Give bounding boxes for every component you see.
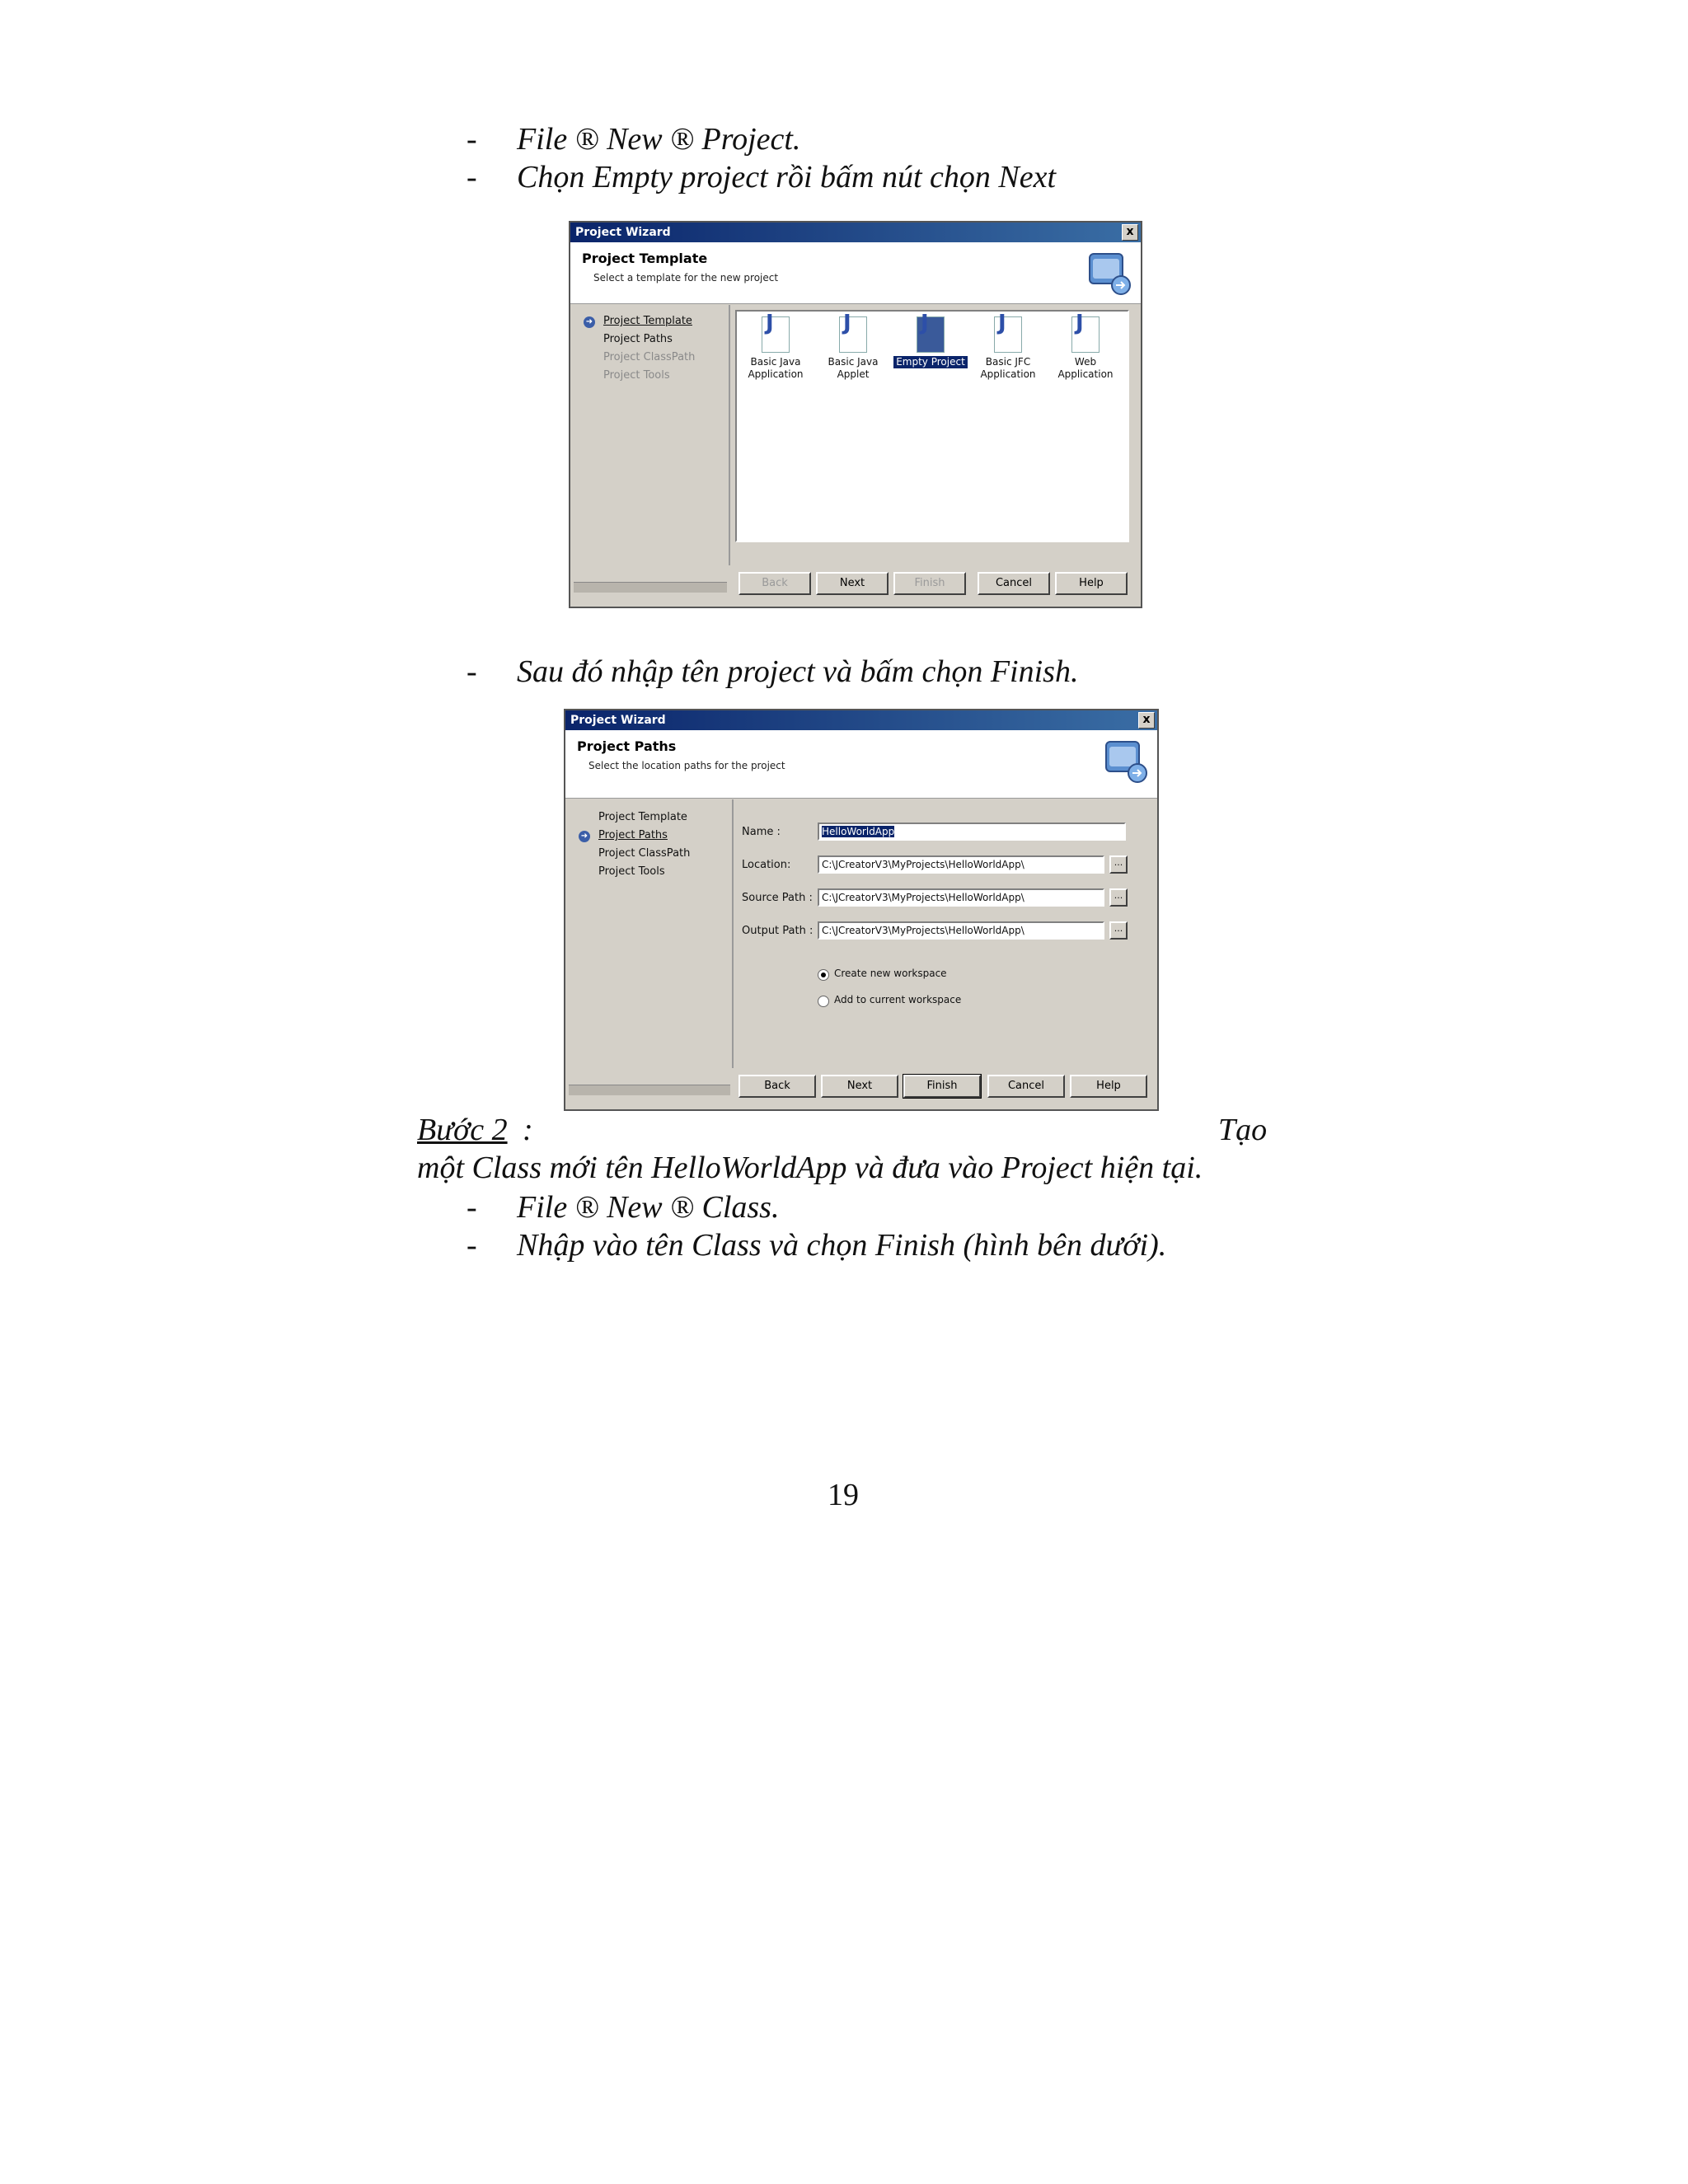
location-label: Location: xyxy=(742,859,791,871)
finish-button[interactable]: Finish xyxy=(903,1075,981,1098)
step-enter-class-name: Nhập vào tên Class và chọn Finish (hình bên dưới). xyxy=(517,1228,1167,1263)
step-file-new-project: File ® New ® Project. xyxy=(517,122,801,157)
template-basic-java-applet[interactable]: J Basic Java Applet xyxy=(828,311,879,380)
template-empty-project[interactable]: J Empty Project xyxy=(893,316,968,368)
bullet-dash: - xyxy=(467,122,477,157)
step-project-tools: Project Tools xyxy=(603,369,670,382)
step-enter-name-finish: Sau đó nhập tên project và bấm chọn Finish. xyxy=(517,654,1079,689)
dialog-title: Project Wizard xyxy=(570,714,666,727)
current-step-arrow-icon: ➜ xyxy=(579,831,590,842)
wizard-icon xyxy=(1085,249,1132,297)
next-button[interactable]: Next xyxy=(821,1075,898,1098)
step-project-tools[interactable]: Project Tools xyxy=(598,865,665,878)
source-browse-button[interactable]: ... xyxy=(1109,888,1128,907)
help-button[interactable]: Help xyxy=(1055,572,1128,595)
name-field[interactable]: HelloWorldApp xyxy=(818,823,1126,841)
name-label: Name : xyxy=(742,826,781,838)
close-button[interactable]: x xyxy=(1122,224,1138,241)
java-file-icon: J xyxy=(1071,316,1100,353)
page-number: 19 xyxy=(828,1478,859,1512)
cancel-button[interactable]: Cancel xyxy=(978,572,1050,595)
create-workspace-radio[interactable] xyxy=(818,969,829,981)
step-project-template[interactable]: Project Template xyxy=(603,315,692,327)
source-path-field[interactable]: C:\JCreatorV3\MyProjects\HelloWorldApp\ xyxy=(818,888,1104,907)
step-project-classpath[interactable]: Project ClassPath xyxy=(598,847,691,860)
location-browse-button[interactable]: ... xyxy=(1109,855,1128,874)
step-project-classpath: Project ClassPath xyxy=(603,351,696,363)
current-step-arrow-icon: ➜ xyxy=(584,316,595,328)
back-button[interactable]: Back xyxy=(738,572,811,595)
template-list[interactable] xyxy=(735,310,1129,542)
wizard-icon xyxy=(1101,737,1149,785)
bullet-dash: - xyxy=(467,654,477,689)
java-file-icon: J xyxy=(994,316,1022,353)
cancel-button[interactable]: Cancel xyxy=(987,1075,1065,1098)
step-project-template[interactable]: Project Template xyxy=(598,811,687,823)
finish-button[interactable]: Finish xyxy=(893,572,966,595)
dialog-title: Project Wizard xyxy=(575,226,671,239)
wizard-header xyxy=(570,242,1141,304)
back-button[interactable]: Back xyxy=(738,1075,816,1098)
header-title: Project Template xyxy=(582,251,708,266)
source-path-label: Source Path : xyxy=(742,892,813,904)
add-workspace-radio[interactable] xyxy=(818,996,829,1007)
header-title: Project Paths xyxy=(577,738,677,754)
output-browse-button[interactable]: ... xyxy=(1109,921,1128,940)
step2-description: một Class mới tên HelloWorldApp và đưa vào Project hiện tại. xyxy=(417,1151,1203,1185)
create-workspace-label: Create new workspace xyxy=(834,968,947,979)
step-project-paths[interactable]: Project Paths xyxy=(598,829,668,841)
add-workspace-label: Add to current workspace xyxy=(834,994,962,1005)
dialog-titlebar xyxy=(570,223,1141,242)
output-path-label: Output Path : xyxy=(742,925,814,937)
bullet-dash: - xyxy=(467,1228,477,1263)
step-file-new-class: File ® New ® Class. xyxy=(517,1190,780,1225)
step-project-paths[interactable]: Project Paths xyxy=(603,333,673,345)
output-path-field[interactable]: C:\JCreatorV3\MyProjects\HelloWorldApp\ xyxy=(818,921,1104,940)
bullet-dash: - xyxy=(467,1190,477,1225)
template-basic-java-application[interactable]: J Basic Java Application xyxy=(748,311,804,380)
step2-colon: : xyxy=(523,1113,533,1147)
wizard-steps-pane xyxy=(569,799,734,1068)
location-field[interactable]: C:\JCreatorV3\MyProjects\HelloWorldApp\ xyxy=(818,855,1104,874)
next-button[interactable]: Next xyxy=(816,572,889,595)
project-wizard-paths-dialog xyxy=(564,709,1159,1111)
wizard-steps-pane xyxy=(574,305,730,565)
java-file-icon: J xyxy=(839,316,867,353)
wizard-header xyxy=(565,730,1157,799)
header-subtitle: Select the location paths for the project xyxy=(588,760,785,771)
template-web-application[interactable]: J Web Application xyxy=(1057,311,1114,380)
close-button[interactable]: x xyxy=(1138,712,1155,729)
project-wizard-template-dialog xyxy=(569,221,1142,608)
dialog-titlebar xyxy=(565,710,1157,730)
bullet-dash: - xyxy=(467,160,477,194)
horizontal-scrollbar[interactable] xyxy=(574,582,727,593)
step2-justified-end: Tạo xyxy=(1218,1113,1268,1147)
horizontal-scrollbar[interactable] xyxy=(569,1085,730,1095)
header-subtitle: Select a template for the new project xyxy=(593,272,779,284)
step-choose-empty-project: Chọn Empty project rồi bấm nút chọn Next xyxy=(517,160,1056,194)
java-file-icon: J xyxy=(917,316,945,353)
java-file-icon: J xyxy=(762,316,790,353)
step2-heading: Bước 2 xyxy=(417,1113,508,1147)
help-button[interactable]: Help xyxy=(1070,1075,1147,1098)
template-basic-jfc-application[interactable]: J Basic JFC Application xyxy=(980,311,1036,380)
